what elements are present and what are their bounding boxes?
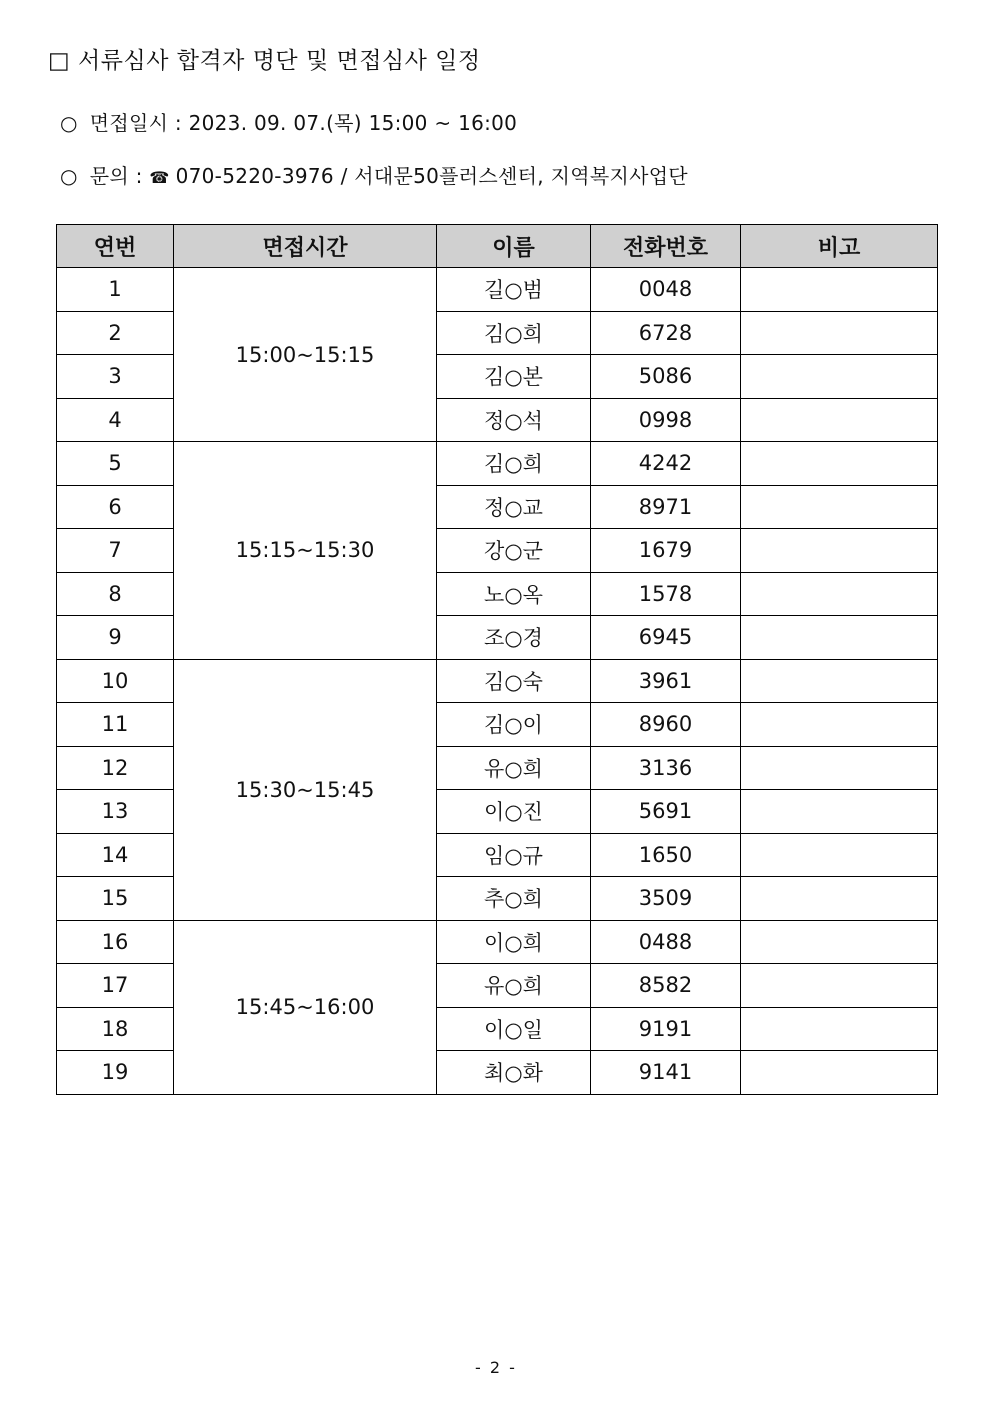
- row-note: [741, 833, 938, 877]
- header-note: 비고: [741, 225, 938, 268]
- row-name: 강○군: [437, 529, 591, 573]
- row-note: [741, 659, 938, 703]
- phone-icon: ☎: [149, 168, 170, 187]
- time-slot: 15:30~15:45: [174, 659, 437, 920]
- row-phone: 6728: [591, 311, 741, 355]
- row-phone: 8960: [591, 703, 741, 747]
- table-row: [57, 659, 938, 703]
- row-note: [741, 311, 938, 355]
- table-row: [57, 920, 938, 964]
- circle-bullet-icon: ○: [60, 111, 78, 135]
- table-header-row: [57, 225, 938, 268]
- row-number: 12: [57, 746, 174, 790]
- row-phone: 8582: [591, 964, 741, 1008]
- row-note: [741, 1051, 938, 1095]
- row-note: [741, 485, 938, 529]
- row-phone: 3136: [591, 746, 741, 790]
- row-number: 7: [57, 529, 174, 573]
- row-name: 노○옥: [437, 572, 591, 616]
- row-number: 8: [57, 572, 174, 616]
- row-name: 임○규: [437, 833, 591, 877]
- interview-schedule-table: [56, 224, 938, 1095]
- row-name: 정○교: [437, 485, 591, 529]
- row-name: 최○화: [437, 1051, 591, 1095]
- row-name: 이○일: [437, 1007, 591, 1051]
- row-number: 4: [57, 398, 174, 442]
- row-phone: 5086: [591, 355, 741, 399]
- row-number: 13: [57, 790, 174, 834]
- row-phone: 1679: [591, 529, 741, 573]
- row-number: 10: [57, 659, 174, 703]
- table-row: [57, 442, 938, 486]
- row-phone: 9141: [591, 1051, 741, 1095]
- row-number: 15: [57, 877, 174, 921]
- row-note: [741, 703, 938, 747]
- row-name: 이○진: [437, 790, 591, 834]
- row-number: 11: [57, 703, 174, 747]
- table-row: [57, 268, 938, 312]
- row-number: 18: [57, 1007, 174, 1051]
- row-name: 길○범: [437, 268, 591, 312]
- time-slot: 15:15~15:30: [174, 442, 437, 660]
- row-name: 조○경: [437, 616, 591, 660]
- row-note: [741, 398, 938, 442]
- inquiry-text: 070-5220-3976 / 서대문50플러스센터, 지역복지사업단: [175, 164, 688, 188]
- row-number: 14: [57, 833, 174, 877]
- row-note: [741, 1007, 938, 1051]
- row-note: [741, 616, 938, 660]
- header-time: 면접시간: [174, 225, 437, 268]
- row-number: 9: [57, 616, 174, 660]
- row-name: 김○본: [437, 355, 591, 399]
- interview-date-text: 면접일시 : 2023. 09. 07.(목) 15:00 ~ 16:00: [89, 111, 518, 135]
- row-phone: 1578: [591, 572, 741, 616]
- row-phone: 3961: [591, 659, 741, 703]
- row-note: [741, 268, 938, 312]
- header-no: 연번: [57, 225, 174, 268]
- row-number: 2: [57, 311, 174, 355]
- row-phone: 6945: [591, 616, 741, 660]
- row-phone: 3509: [591, 877, 741, 921]
- interview-date-line: [60, 107, 517, 136]
- row-name: 이○희: [437, 920, 591, 964]
- row-name: 김○희: [437, 311, 591, 355]
- row-number: 19: [57, 1051, 174, 1095]
- circle-bullet-icon: ○: [60, 164, 78, 188]
- row-name: 추○희: [437, 877, 591, 921]
- row-name: 김○희: [437, 442, 591, 486]
- time-slot: 15:00~15:15: [174, 268, 437, 442]
- square-bullet-icon: □: [48, 48, 71, 74]
- row-number: 3: [57, 355, 174, 399]
- row-note: [741, 877, 938, 921]
- row-phone: 8971: [591, 485, 741, 529]
- row-name: 정○석: [437, 398, 591, 442]
- row-phone: 4242: [591, 442, 741, 486]
- row-phone: 9191: [591, 1007, 741, 1051]
- row-number: 16: [57, 920, 174, 964]
- row-phone: 0998: [591, 398, 741, 442]
- row-note: [741, 529, 938, 573]
- row-number: 5: [57, 442, 174, 486]
- document-heading: [48, 42, 481, 75]
- row-name: 김○숙: [437, 659, 591, 703]
- row-phone: 5691: [591, 790, 741, 834]
- row-note: [741, 746, 938, 790]
- row-name: 유○희: [437, 964, 591, 1008]
- header-name: 이름: [437, 225, 591, 268]
- row-note: [741, 572, 938, 616]
- heading-text: 서류심사 합격자 명단 및 면접심사 일정: [78, 48, 481, 74]
- inquiry-label: 문의 :: [89, 164, 143, 188]
- page-number: - 2 -: [475, 1358, 517, 1377]
- row-phone: 0048: [591, 268, 741, 312]
- row-note: [741, 920, 938, 964]
- row-note: [741, 355, 938, 399]
- row-note: [741, 442, 938, 486]
- row-name: 유○희: [437, 746, 591, 790]
- row-number: 6: [57, 485, 174, 529]
- row-note: [741, 790, 938, 834]
- row-name: 김○이: [437, 703, 591, 747]
- row-phone: 0488: [591, 920, 741, 964]
- row-number: 1: [57, 268, 174, 312]
- row-note: [741, 964, 938, 1008]
- time-slot: 15:45~16:00: [174, 920, 437, 1094]
- row-number: 17: [57, 964, 174, 1008]
- inquiry-line: [60, 160, 688, 189]
- row-phone: 1650: [591, 833, 741, 877]
- header-phone: 전화번호: [591, 225, 741, 268]
